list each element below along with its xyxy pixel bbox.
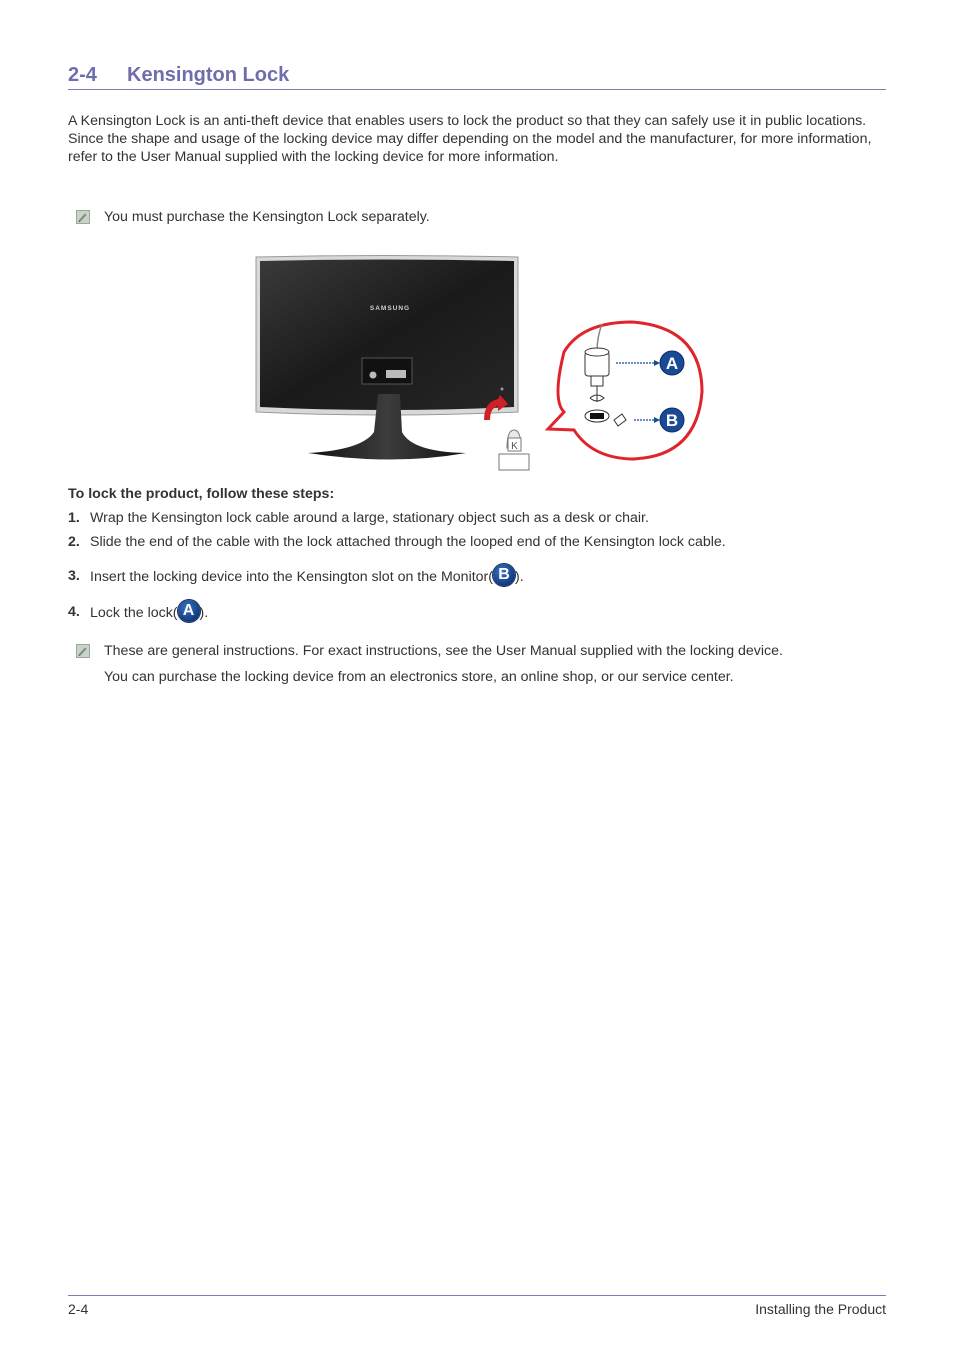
chapter-title: Installing the Product (755, 1301, 886, 1317)
step-text-after: ). (515, 568, 524, 585)
step-text: Insert the locking device into the Kensington slot on the Monitor( (90, 568, 493, 585)
intro-line: A Kensington Lock is an anti-theft device that enables users to lock the product so that they can safely use it in public locations. (68, 113, 867, 129)
steps-title: To lock the product, follow these steps: (68, 486, 335, 502)
intro-paragraph (68, 112, 898, 166)
step-text-after: ). (199, 604, 209, 621)
step-text-wrap (90, 568, 524, 586)
section-number: 2-4 (68, 64, 97, 86)
step-text: Wrap the Kensington lock cable around a large, stationary object such as a desk or chair. (90, 510, 649, 526)
note-icon (76, 644, 90, 658)
badge-b-icon: B (493, 564, 515, 586)
note-icon (76, 210, 90, 224)
brand-logo: SAMSUNG (369, 305, 411, 312)
svg-text:K: K (511, 441, 518, 452)
section-title: Kensington Lock (127, 64, 290, 86)
step-text: Lock the lock( (90, 604, 178, 621)
step-text: Slide the end of the cable with the lock attached through the looped end of the Kensington lock cable. (90, 534, 726, 550)
step-number: 2. (68, 534, 80, 550)
label-a: A (665, 354, 679, 373)
step-number: 4. (68, 604, 80, 620)
intro-line: refer to the User Manual supplied with the locking device for more information. (68, 149, 559, 165)
label-b: B (665, 411, 679, 430)
note-text: These are general instructions. For exact instructions, see the User Manual supplied with the locking device. (104, 643, 783, 659)
step-number: 1. (68, 510, 80, 526)
footer-rule (68, 1295, 886, 1296)
kensington-lock-illustration (252, 252, 712, 477)
note-text: You must purchase the Kensington Lock separately. (104, 209, 430, 225)
section-heading (68, 62, 886, 90)
page-number: 2-4 (68, 1301, 89, 1317)
step-number: 3. (68, 568, 80, 584)
intro-line: Since the shape and usage of the locking device may differ depending on the model and the manufacturer, for more information, (68, 131, 872, 147)
step-text-wrap (90, 604, 208, 622)
badge-a-icon: A (178, 600, 200, 622)
note-text: You can purchase the locking device from an electronics store, an online shop, or our service center. (104, 669, 734, 685)
